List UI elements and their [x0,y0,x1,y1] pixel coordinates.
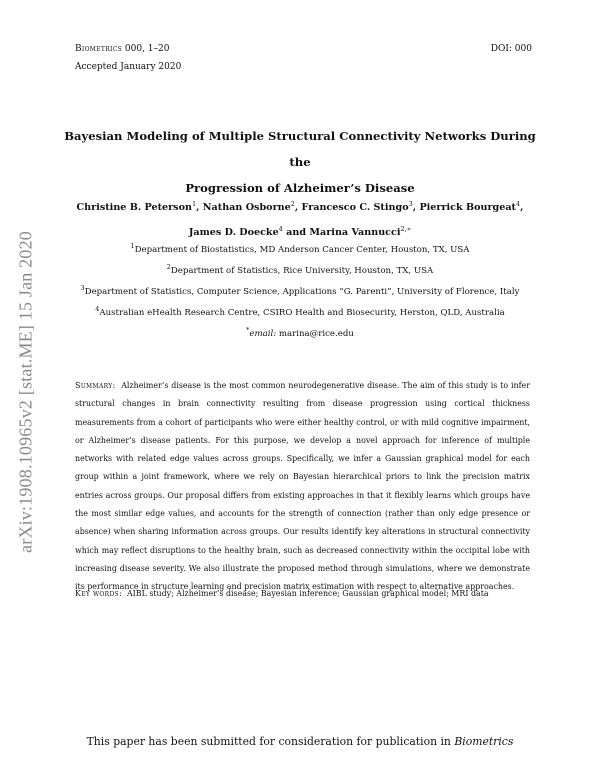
keywords-text: AIBL study; Alzheimer’s disease; Bayesian inference; Gaussian graphical model; MRI data [126,589,489,598]
author-affil-mark: 3 [408,199,413,208]
submission-text: This paper has been submitted for consideration for publication in [86,735,451,748]
author-name: Francesco C. Stingo [301,202,409,213]
accepted-date: Accepted January 2020 [75,62,182,72]
arxiv-stamp: arXiv:1908.10965v2 [stat.ME] 15 Jan 2020 [15,231,36,553]
doi: DOI: 000 [490,44,532,54]
title-line-1: Bayesian Modeling of Multiple Structural Connectivity Networks During the [64,129,536,169]
affiliations [40,240,560,345]
journal-header [75,44,169,54]
submission-journal: Biometrics [454,735,514,748]
author-name: Christine B. Peterson [76,202,192,213]
abstract-text: Alzheimer’s disease is the most common neurodegenerative disease. The aim of this study is to infer structural changes in brain connectivity resulting from disease progression using cortical thickness measurements from a cohort of participants who were either healthy control, or with mild cognitive impairment, or Alzheimer’s disease patients. For this purpose, we develop a novel approach for inference of multiple networks with related edge values across groups. Specifically, we infer a Gaussian graphical model for each group within a joint framework, where we rely on Bayesian hierarchical priors to link the precision matrix entries across groups. Our proposal differs from existing approaches in that it flexibly learns which groups have the most similar edge values, and accounts for the strength of connection (rather than only edge presence or absence) when sharing information across groups. Our results identify key alterations in structural connectivity which may reflect disruptions to the healthy brain, such as decreased connectivity within the occipital lobe with increasing disease severity. We also illustrate the proposed method through simulations, where we demonstrate its performance in structure learning and precision matrix estimation with respect to alternative approaches. [75,381,530,592]
author-name: James D. Doecke [188,227,279,238]
author-name: Nathan Osborne [202,202,291,213]
affiliation-item: $^4$Australian eHealth Research Centre, CSIRO Health and Biosecurity, Herston, QLD, Australia [95,305,505,318]
author-name: Pierrick Bourgeat [419,202,516,213]
email-label: email: [249,329,277,339]
arxiv-stamp-container [14,207,38,577]
affiliation-item: $^2$Department of Statistics, Rice University, Houston, TX, USA [166,263,434,276]
journal-name: Biometrics [75,44,123,54]
author-affil-mark: 1 [191,199,197,208]
author-affil-mark: 4 [278,224,283,233]
abstract-label: Summary: [75,381,116,390]
email-link[interactable]: marina@rice.edu [278,329,354,339]
author-affil-mark: 2 [290,199,295,208]
author-conjunction: and [286,227,307,238]
author-list: Christine B. Peterson$^1$, Nathan Osborne$^2$, Francesco C. Stingo$^3$, Pierrick Bourgeat$^4$, James D. Doecke$^4$ and Marina Vannucci$^{2,∗}$ [76,199,524,238]
affiliation-item: $^1$Department of Biostatistics, MD Anderson Cancer Center, Houston, TX, USA [130,242,470,255]
abstract [75,377,530,597]
volume-pages: 000, 1–20 [124,44,170,54]
author-affil-mark: 4 [515,199,521,208]
author-affil-mark: 2,∗ [400,224,412,233]
author-name: Marina Vannucci [309,227,401,238]
affiliation-item: $^3$Department of Statistics, Computer Science, Applications “G. Parenti”, University of Florence, Italy [80,284,520,297]
corresponding-email: *email: marina@rice.edu [246,326,354,339]
keywords [75,589,530,598]
submission-note [40,735,560,748]
paper-title [60,123,540,201]
keywords-label: Key words: [75,589,122,598]
title-line-2: Progression of Alzheimer’s Disease [185,181,415,195]
